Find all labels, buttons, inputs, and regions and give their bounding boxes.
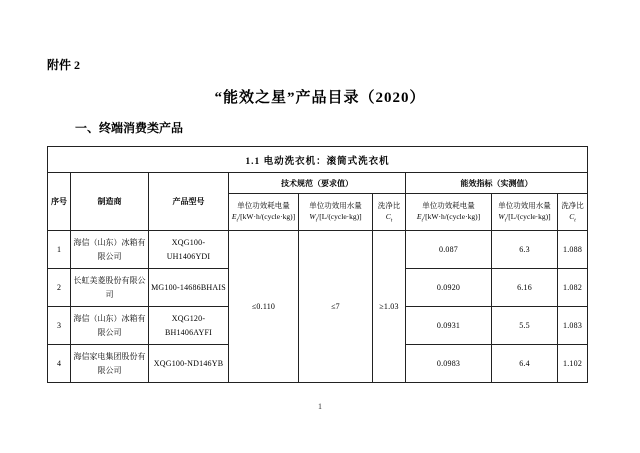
energy-symbol: $E_t/[kW\cdot h/(cycle\cdot kg)]$ [231,211,296,224]
ratio-symbol: $C_t$ [385,211,393,224]
water-symbol: $W_t/[L/(cycle\cdot kg)]$ [498,211,551,224]
water-symbol: $W_t/[L/(cycle\cdot kg)]$ [309,211,362,224]
ratio-label: 洗净比 [377,200,401,210]
col-group-required-spec: 技术规范（要求值） [229,173,406,194]
cell-measured-ratio: 1.082 [558,269,588,307]
cell-required-ratio: ≥1.03 [373,231,406,383]
cell-required-energy: ≤0.110 [229,231,299,383]
table-group-header-row [48,173,588,194]
cell-measured-water: 6.3 [492,231,558,269]
col-header-index: 序号 [48,173,71,231]
cell-measured-energy: 0.0983 [406,345,492,383]
cell-measured-water: 6.4 [492,345,558,383]
cell-model: MG100-14686BHAIS [149,269,229,307]
product-catalog-table [47,146,588,383]
col-header-energy-measured [406,194,492,231]
cell-measured-ratio: 1.102 [558,345,588,383]
col-header-ratio-required [373,194,406,231]
cell-index: 3 [48,307,71,345]
table-caption: 1.1 电动洗衣机：滚筒式洗衣机 [48,147,588,173]
col-group-measured: 能效指标（实测值） [406,173,588,194]
cell-index: 2 [48,269,71,307]
col-header-model: 产品型号 [149,173,229,231]
cell-model: XQG100-UH1406YDI [149,231,229,269]
ratio-symbol: $C_t$ [569,211,576,224]
cell-manufacturer: 海信（山东）冰箱有限公司 [71,307,149,345]
attachment-label: 附件 2 [47,58,81,72]
table-row [48,231,588,269]
cell-model: XQG100-ND146YB [149,345,229,383]
cell-index: 4 [48,345,71,383]
col-header-manufacturer: 制造商 [71,173,149,231]
cell-manufacturer: 海信家电集团股份有限公司 [71,345,149,383]
col-header-ratio-measured [558,194,588,231]
document-title: “能效之星”产品目录（2020） [214,90,426,106]
cell-manufacturer: 长虹美菱股份有限公司 [71,269,149,307]
cell-measured-energy: 0.087 [406,231,492,269]
table-caption-row [48,147,588,173]
col-header-water-measured [492,194,558,231]
cell-measured-water: 5.5 [492,307,558,345]
ratio-label: 洗净比 [561,200,584,210]
cell-model: XQG120-BH1406AYFI [149,307,229,345]
water-label: 单位功效用水量 [498,200,551,210]
energy-symbol: $E_t/[kW\cdot h/(cycle\cdot kg)]$ [416,211,481,224]
page-number: 1 [318,402,322,411]
cell-measured-water: 6.16 [492,269,558,307]
cell-measured-ratio: 1.083 [558,307,588,345]
cell-measured-energy: 0.0931 [406,307,492,345]
cell-measured-ratio: 1.088 [558,231,588,269]
energy-label: 单位功效耗电量 [422,200,475,210]
col-header-energy-required [229,194,299,231]
cell-measured-energy: 0.0920 [406,269,492,307]
cell-manufacturer: 海信（山东）冰箱有限公司 [71,231,149,269]
col-header-water-required [299,194,373,231]
water-label: 单位功效用水量 [309,200,362,210]
section-heading: 一、终端消费类产品 [75,121,184,135]
cell-index: 1 [48,231,71,269]
cell-required-water: ≤7 [299,231,373,383]
energy-label: 单位功效耗电量 [237,200,290,210]
